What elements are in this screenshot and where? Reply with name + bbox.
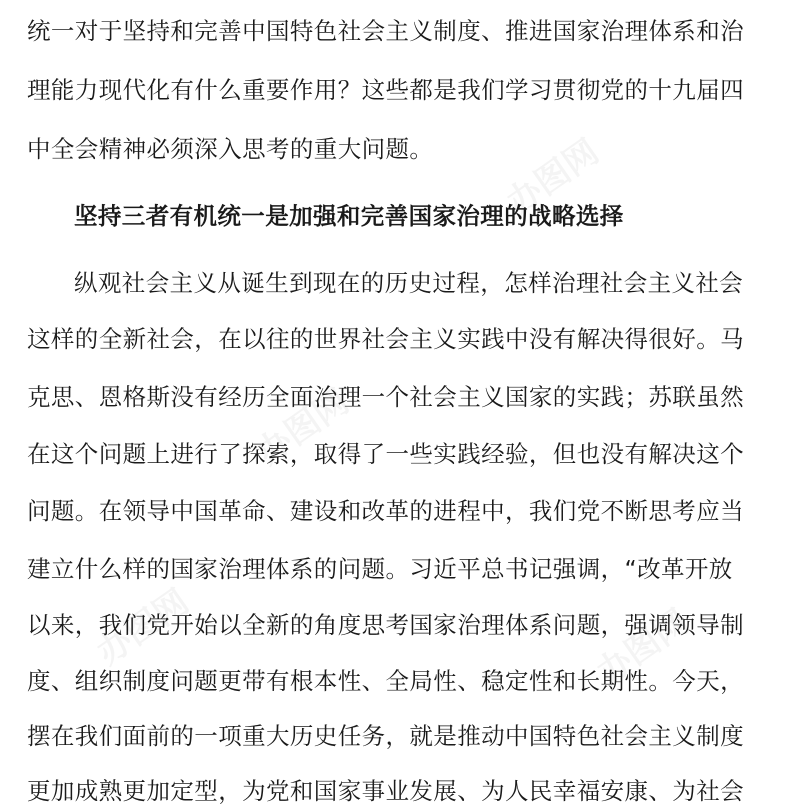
paragraph-line: 问题。在领导中国革命、建设和改革的进程中，我们党不断思考应当 <box>27 497 744 525</box>
paragraph-line: 理能力现代化有什么重要作用？这些都是我们学习贯彻党的十九届四 <box>27 76 744 104</box>
paragraph-line: 度、组织制度问题更带有根本性、全局性、稳定性和长期性。今天， <box>27 667 744 695</box>
paragraph-line: 克思、恩格斯没有经历全面治理一个社会主义国家的实践；苏联虽然 <box>27 383 744 411</box>
paragraph-line: 建立什么样的国家治理体系的问题。习近平总书记强调，“改革开放 <box>27 555 733 583</box>
section-heading: 坚持三者有机统一是加强和完善国家治理的战略选择 <box>74 202 624 230</box>
paragraph-line: 中全会精神必须深入思考的重大问题。 <box>27 135 434 163</box>
paragraph-line: 统一对于坚持和完善中国特色社会主义制度、推进国家治理体系和治 <box>27 17 744 45</box>
paragraph-line: 在这个问题上进行了探索，取得了一些实践经验，但也没有解决这个 <box>27 440 744 468</box>
paragraph-line: 这样的全新社会，在以往的世界社会主义实践中没有解决得很好。马 <box>27 325 744 353</box>
paragraph-line: 以来，我们党开始以全新的角度思考国家治理体系问题，强调领导制 <box>27 611 744 639</box>
paragraph-line: 纵观社会主义从诞生到现在的历史过程，怎样治理社会主义社会 <box>74 269 744 297</box>
paragraph-line: 摆在我们面前的一项重大历史任务，就是推动中国特色社会主义制度 <box>27 722 744 750</box>
paragraph-line: 更加成熟更加定型，为党和国家事业发展、为人民幸福安康、为社会 <box>27 777 744 805</box>
